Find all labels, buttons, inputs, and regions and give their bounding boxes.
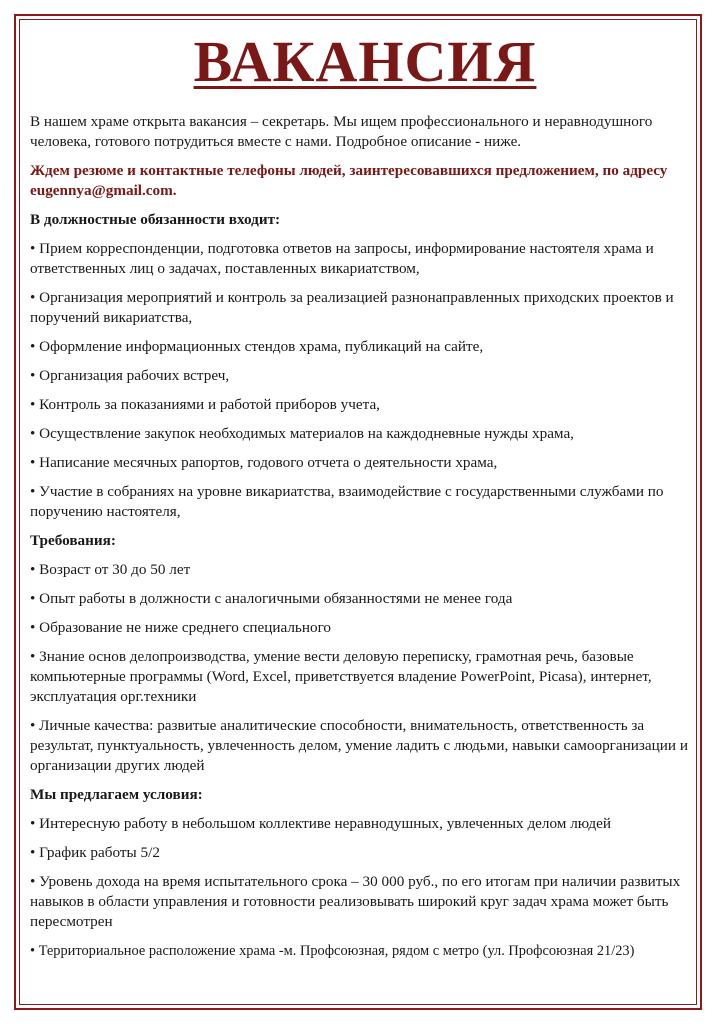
offer-item: • Интересную работу в небольшом коллективе неравнодушных, увлеченных делом людей <box>30 815 611 832</box>
duty-item: • Осуществление закупок необходимых материалов на каждодневные нужды храма, <box>30 425 574 442</box>
duty-item: • Организация рабочих встреч, <box>30 367 230 384</box>
duty-item: • Участие в собраниях на уровне викариатства, взаимодействие с государственными службами по поручению настоятеля, <box>30 483 664 520</box>
offer-item: • График работы 5/2 <box>30 844 160 861</box>
requirement-item: • Знание основ делопроизводства, умение вести деловую переписку, грамотная речь, базовые компьютерные программы (Word, Excel, приветствуется владение PowerPoint, Picasa), интернет, эксплуатация орг.техники <box>30 648 652 705</box>
requirements-heading: Требования: <box>30 532 116 549</box>
intro-paragraph: В нашем храме открыта вакансия – секретарь. Мы ищем профессионального и неравнодушного человека, готового потрудиться вместе с нами. Подробное описание - ниже. <box>30 113 653 150</box>
poster-title: ВАКАНСИЯ <box>193 29 537 94</box>
requirement-item: • Личные качества: развитые аналитические способности, внимательность, ответственность за результат, пунктуальность, увлеченность делом, умение ладить с людьми, навыки самоорганизации и организации других людей <box>30 717 688 774</box>
offer-heading: Мы предлагаем условия: <box>30 786 203 803</box>
requirement-item: • Возраст от 30 до 50 лет <box>30 561 191 578</box>
poster-content <box>30 22 700 970</box>
duty-item: • Оформление информационных стендов храма, публикаций на сайте, <box>30 338 484 355</box>
requirement-item: • Образование не ниже среднего специального <box>30 619 332 636</box>
duty-item: • Организация мероприятий и контроль за реализацией разнонаправленных приходских проектов и поручений викариатства, <box>30 289 674 326</box>
offer-item: • Территориальное расположение храма -м. Профсоюзная, рядом с метро (ул. Профсоюзная 21/23) <box>30 943 635 959</box>
duties-heading: В должностные обязанности входит: <box>30 211 281 228</box>
duty-item: • Написание месячных рапортов, годового отчета о деятельности храма, <box>30 454 498 471</box>
contact-paragraph: Ждем резюме и контактные телефоны людей, заинтересовавшихся предложением, по адресу eugennya@gmail.com. <box>30 162 668 199</box>
duty-item: • Контроль за показаниями и работой приборов учета, <box>30 396 380 413</box>
requirement-item: • Опыт работы в должности с аналогичными обязанностями не менее года <box>30 590 513 607</box>
offer-item: • Уровень дохода на время испытательного срока – 30 000 руб., по его итогам при наличии развитых навыков в области управления и готовности реализовывать широкий круг задач храма может быть пересмотрен <box>30 873 681 930</box>
duty-item: • Прием корреспонденции, подготовка ответов на запросы, информирование настоятеля храма и ответственных лиц о задачах, поставленных викариатством, <box>30 240 654 277</box>
